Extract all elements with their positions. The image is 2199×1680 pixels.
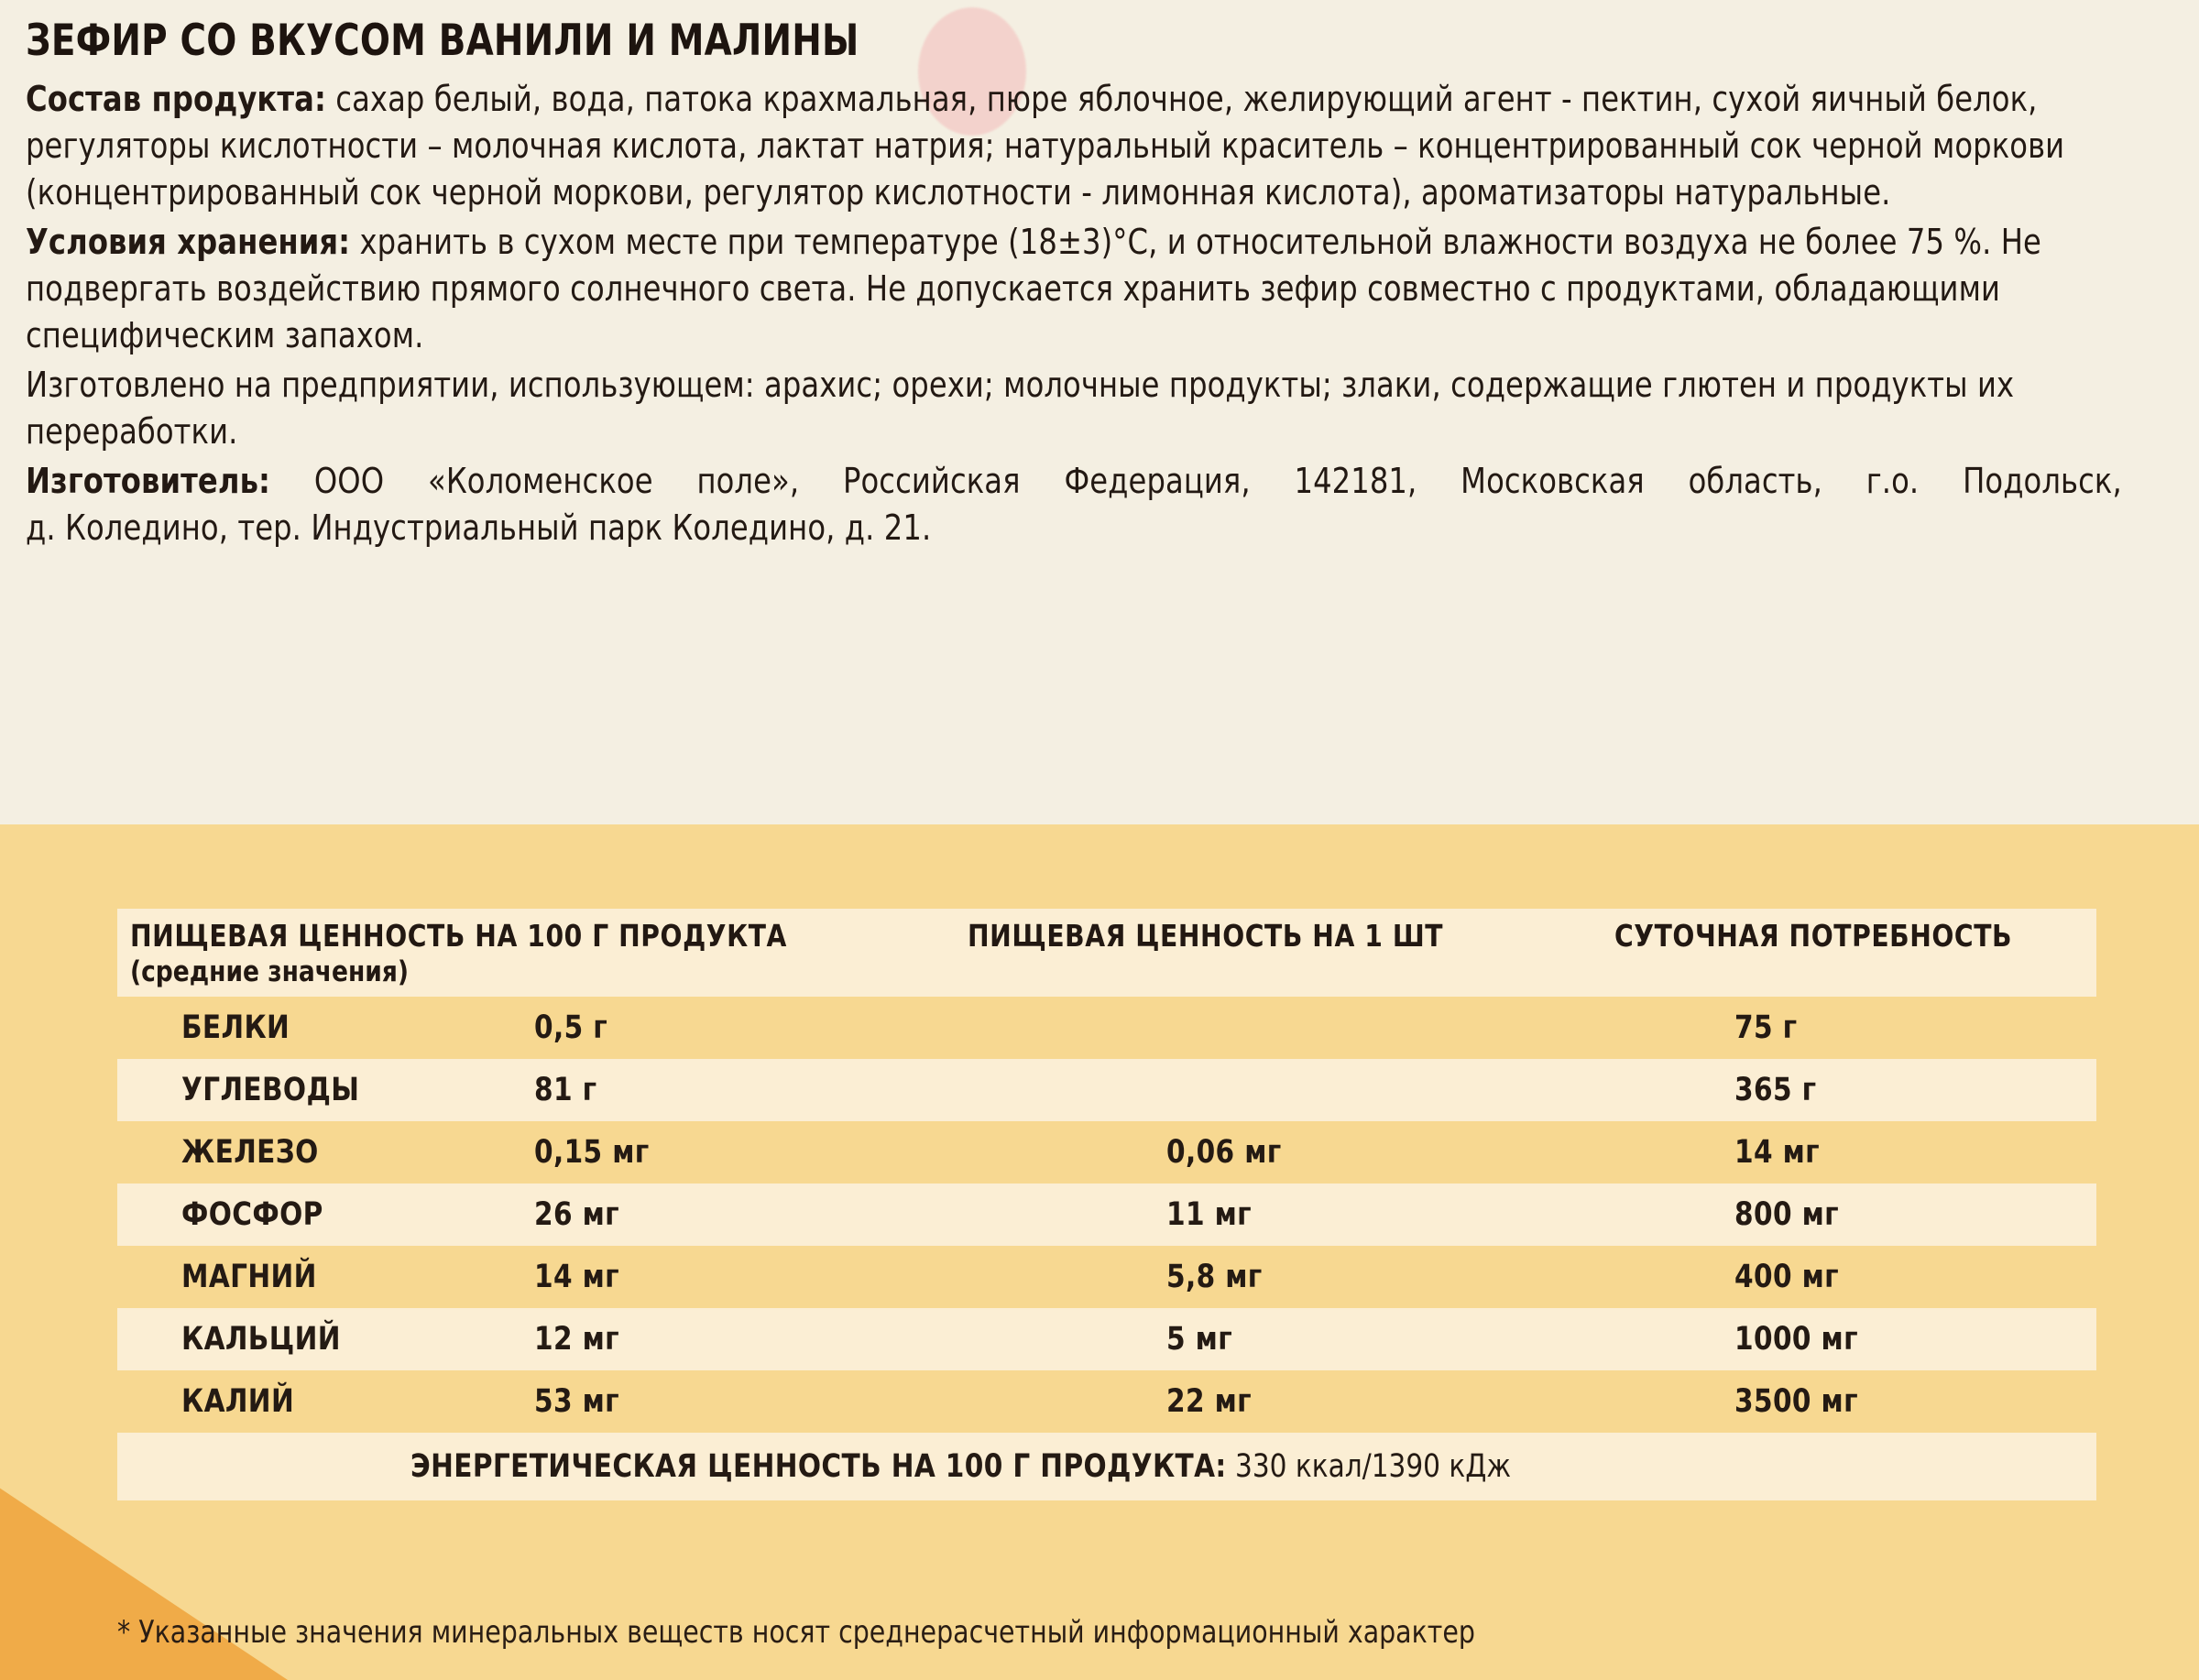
cell-nutrient-daily: [1583, 1059, 2096, 1121]
nutrient-name: УГЛЕВОДЫ: [181, 1072, 360, 1108]
cell-nutrient-daily: [1583, 1370, 2096, 1433]
page-title: ЗЕФИР СО ВКУСОМ ВАНИЛИ И МАЛИНЫ: [26, 16, 859, 66]
manufacturer-paragraph: [26, 458, 2122, 551]
table-header-row: [117, 909, 2096, 997]
cell-nutrient-per1: [942, 997, 1583, 1059]
cell-nutrient-per100: [117, 1121, 942, 1184]
cell-nutrient-per100: [117, 1370, 942, 1433]
nutrient-per100-value: 14 мг: [534, 1259, 620, 1295]
nutrient-per1-value: 22 мг: [1166, 1383, 1253, 1420]
table-row: [117, 1059, 2096, 1121]
cell-nutrient-per100: [117, 1308, 942, 1370]
nutrition-table: [117, 909, 2096, 1500]
nutrient-per1-value: 5,8 мг: [1166, 1259, 1263, 1295]
cell-nutrient-per1: [942, 1121, 1583, 1184]
ingredients-text-block: [26, 7, 2170, 554]
energy-band: [117, 1433, 2096, 1500]
nutrient-daily-value: 800 мг: [1734, 1196, 1840, 1233]
cell-nutrient-daily: [1583, 997, 2096, 1059]
cell-nutrient-per1: [942, 1370, 1583, 1433]
cell-nutrient-per1: [942, 1308, 1583, 1370]
nutrient-daily-value: 365 г: [1734, 1072, 1817, 1108]
nutrient-daily-value: 400 мг: [1734, 1259, 1840, 1295]
cell-nutrient-daily: [1583, 1308, 2096, 1370]
nutrient-per100-value: 12 мг: [534, 1321, 620, 1358]
table-header-cell-per1: [942, 909, 1583, 997]
composition-label: Состав продукта:: [26, 79, 326, 121]
energy-row: [117, 1433, 2096, 1500]
nutrient-daily-value: 14 мг: [1734, 1134, 1821, 1171]
nutrient-per1-value: 11 мг: [1166, 1196, 1253, 1233]
composition-paragraph: [26, 76, 2139, 216]
table-row: [117, 1184, 2096, 1246]
cell-nutrient-per1: [942, 1059, 1583, 1121]
cell-nutrient-per100: [117, 1059, 942, 1121]
cell-nutrient-daily: [1583, 1246, 2096, 1308]
table-row: [117, 1370, 2096, 1433]
table-row: [117, 1246, 2096, 1308]
nutrient-name: БЕЛКИ: [181, 1009, 290, 1046]
nutrient-per100-value: 26 мг: [534, 1196, 620, 1233]
allergen-paragraph: Изготовлено на предприятии, использующем: арахис; орехи; молочные продукты; злаки, содержащие глютен и продукты их переработки.: [26, 365, 2015, 453]
nutrient-daily-value: 1000 мг: [1734, 1321, 1858, 1358]
storage-text: хранить в сухом месте при температуре (18±3)°С, и относительной влажности воздуха не более 75 %. Не подвергать воздействию прямого солнечного света. Не допускается хранить зефир совместно с продуктами, обладающими специфическим запахом.: [26, 222, 2041, 357]
nutrient-per100-value: 0,5 г: [534, 1009, 608, 1046]
nutrient-name: МАГНИЙ: [181, 1259, 317, 1295]
nutrient-name: ФОСФОР: [181, 1196, 323, 1233]
manufacturer-line-1: [26, 458, 2122, 505]
table-row: [117, 1121, 2096, 1184]
nutrient-per100-value: 0,15 мг: [534, 1134, 650, 1171]
table-row: [117, 1308, 2096, 1370]
table-row: [117, 997, 2096, 1059]
nutrient-daily-value: 3500 мг: [1734, 1383, 1858, 1420]
cell-nutrient-per100: [117, 1246, 942, 1308]
header-daily: СУТОЧНАЯ ПОТРЕБНОСТЬ: [1614, 918, 2013, 954]
cell-nutrient-per100: [117, 1184, 942, 1246]
nutrient-name: КАЛЬЦИЙ: [181, 1321, 341, 1358]
composition-text: сахар белый, вода, патока крахмальная, пюре яблочное, желирующий агент - пектин, сухой яичный белок, регуляторы кислотности – молочная кислота, лактат натрия; натуральный краситель – концентрированный сок черной моркови (концентрированный сок черной моркови, регулятор кислотности - лимонная кислота), ароматизаторы натуральные.: [26, 79, 2065, 214]
energy-text: [410, 1444, 1511, 1489]
cell-nutrient-per1: [942, 1246, 1583, 1308]
nutrition-panel: [0, 824, 2199, 1680]
cell-nutrient-daily: [1583, 1184, 2096, 1246]
header-per1: ПИЩЕВАЯ ЦЕННОСТЬ НА 1 ШТ: [968, 918, 1444, 954]
energy-value: 330 ккал/1390 кДж: [1226, 1448, 1512, 1485]
manufacturer-line-2: д. Коледино, тер. Индустриальный парк Коледино, д. 21.: [26, 507, 932, 550]
nutrient-name: ЖЕЛЕЗО: [181, 1134, 319, 1171]
cell-nutrient-daily: [1583, 1121, 2096, 1184]
nutrient-per100-value: 53 мг: [534, 1383, 620, 1420]
storage-label: Условия хранения:: [26, 222, 351, 264]
header-per100-sub: (средние значения): [130, 955, 409, 988]
storage-paragraph: [26, 219, 2139, 359]
manufacturer-address-1: ООО «Коломенское поле», Российская Федерация, 142181, Московская область, г.о. Подольск,: [270, 461, 2122, 503]
cell-nutrient-per100: [117, 997, 942, 1059]
cell-nutrient-per1: [942, 1184, 1583, 1246]
nutrient-per100-value: 81 г: [534, 1072, 597, 1108]
table-header-cell-daily: [1583, 909, 2096, 997]
ingredients-panel: [0, 0, 2199, 824]
header-per100-main: ПИЩЕВАЯ ЦЕННОСТЬ НА 100 Г ПРОДУКТА: [130, 918, 787, 954]
nutrient-name: КАЛИЙ: [181, 1383, 295, 1420]
energy-label: ЭНЕРГЕТИЧЕСКАЯ ЦЕННОСТЬ НА 100 Г ПРОДУКТА:: [410, 1448, 1227, 1485]
nutrient-per1-value: 0,06 мг: [1166, 1134, 1282, 1171]
table-header-cell-per100: [117, 909, 942, 997]
manufacturer-label: Изготовитель:: [26, 461, 271, 503]
nutrient-daily-value: 75 г: [1734, 1009, 1798, 1046]
table-footnote: * Указанные значения минеральных веществ носят среднерасчетный информационный характер: [117, 1614, 1475, 1651]
nutrient-per1-value: 5 мг: [1166, 1321, 1233, 1358]
